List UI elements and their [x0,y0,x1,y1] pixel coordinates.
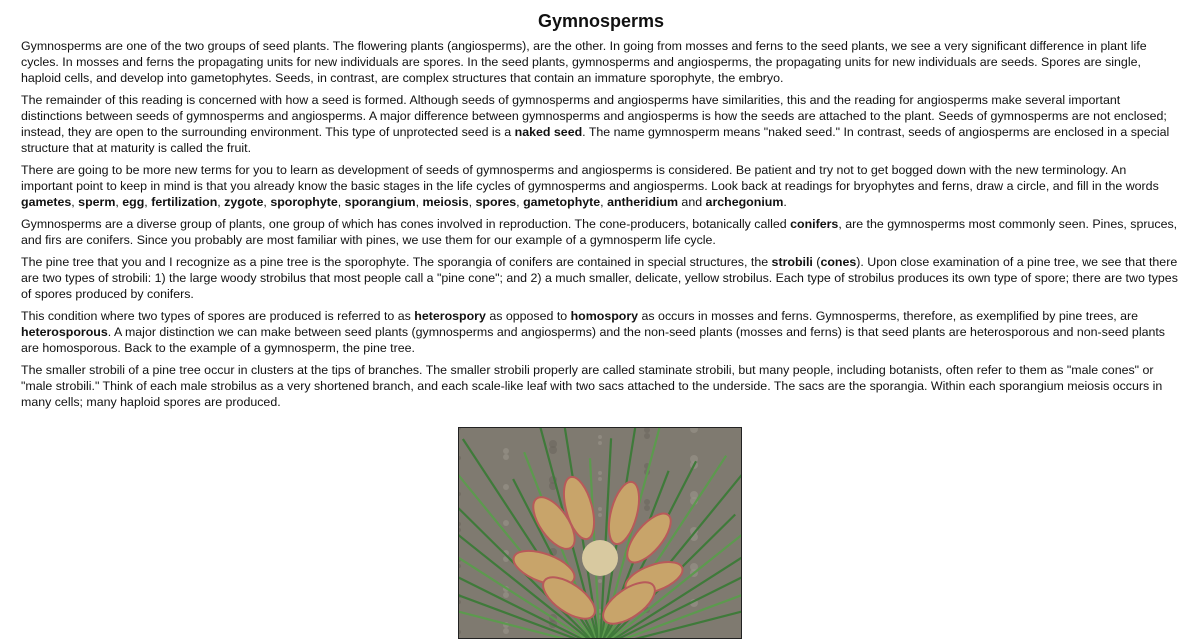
bold-term: zygote [224,195,264,209]
text-run: . The name gymnosperm means "naked seed." In contrast, seeds of angiosperms are enclosed in a special structure that at maturity is called the fruit. [21,125,1170,155]
paragraph-1 [21,38,1181,86]
bold-term: sporangium [344,195,416,209]
bold-term: gametes [21,195,72,209]
text-run: , [415,195,423,209]
rock-speckle [644,505,650,511]
bold-term: spores [475,195,517,209]
text-run: and [677,195,706,209]
rock-speckle [598,579,602,583]
paragraph-3 [21,162,1181,210]
rock-speckle [503,628,509,634]
paragraph-7 [21,362,1181,410]
bold-term: naked seed [514,125,583,139]
bold-term: sporophyte [270,195,338,209]
rock-speckle [644,499,650,505]
text-run: , [71,195,79,209]
text-run: , [337,195,345,209]
text-run: , [468,195,476,209]
rock-speckle [549,440,557,448]
text-run: There are going to be more new terms for you to learn as development of seeds of gymnosperms and angiosperms is considered. Be patient and try not to get bogged down with the new terminology. An important point to keep in mind is that you already know the basic stages in the life cycles of gymnosperms and angiosperms. Look back at readings for bryophytes and ferns, draw a circle, and fill in the words [21,163,1159,193]
text-run: , [144,195,152,209]
text-run: , [600,195,608,209]
text-run: . [783,195,787,209]
bold-term: heterospory [414,309,486,323]
rock-speckle [598,507,602,511]
rock-speckle [690,491,698,499]
text-run: , [516,195,524,209]
bold-term: archegonium [705,195,784,209]
bold-term: cones [820,255,857,269]
bold-term: fertilization [151,195,218,209]
text-run: The remainder of this reading is concerned with how a seed is formed. Although seeds of gymnosperms and angiosperms have similarities, this and the reading for angiosperms make several important distinctions between seeds of gymnosperms and angiosperms. A major difference between gymnosperms and angiosperms is how the seeds are attached to the plant. Seeds of gymnosperms are not enclosed; instead, they are open to the surrounding environment. This type of unprotected seed is a [21,93,1167,139]
text-run: , [263,195,271,209]
paragraph-5 [21,254,1181,302]
rock-speckle [644,433,650,439]
page-title: Gymnosperms [537,11,665,31]
text-run: Gymnosperms are a diverse group of plants, one group of which has cones involved in reproduction. The cone-producers, botanically called [21,217,791,231]
text-run: as occurs in mosses and ferns. Gymnosperms, therefore, as exemplified by pine trees, are [638,309,1139,323]
strobili-center [582,540,618,576]
bold-term: homospory [570,309,639,323]
text-run: The pine tree that you and I recognize as a pine tree is the sporophyte. The sporangia of conifers are contained in special structures, the [21,255,772,269]
text-run: The smaller strobili of a pine tree occur in clusters at the tips of branches. The smaller strobili properly are called staminate strobili, but many people, including botanists, often refer to them as "male cones" or "male strobili." Think of each male strobilus as a very shortened branch, and each scale-like leaf with two sacs attached to the underside. The sacs are the sporangia. Within each sporangium meiosis occurs in many cells; many haploid spores are produced. [21,363,1163,409]
text-run: as opposed to [485,309,571,323]
text-run: ( [812,255,821,269]
pine-strobili-image [458,427,742,639]
rock-speckle [503,592,509,598]
text-run: , are the gymnosperms most commonly seen. Pines, spruces, and firs are conifers. Since you probably are most familiar with pines, we use them for our example of a gymnosperm life cycle. [21,217,1178,247]
paragraph-4 [21,216,1181,248]
text-run: This condition where two types of spores are produced is referred to as [21,309,415,323]
text-run: ). Upon close examination of a pine tree, we see that there are two types of strobili: 1) the large woody strobilus that most people call a "pine cone"; and 2) a much smaller, delicate, yellow strobilus. Each type of strobilus produces its own type of spore; there are two types of spores produced by conifers. [21,255,1178,301]
rock-speckle [503,520,509,526]
article-body [21,38,1181,410]
rock-speckle [503,454,509,460]
bold-term: strobili [771,255,813,269]
bold-term: meiosis [422,195,469,209]
rock-speckle [598,471,602,475]
bold-term: conifers [790,217,839,231]
photo-background [459,428,741,638]
bold-term: sperm [78,195,116,209]
text-run: , [217,195,225,209]
rock-speckle [503,448,509,454]
rock-speckle [598,435,602,439]
rock-speckle [503,484,509,490]
text-run: . A major distinction we can make between seed plants (gymnosperms and angiosperms) and the non-seed plants (mosses and ferns) is that seed plants are heterosporous and non-seed plants are homosporous. Back to the example of a gymnosperm, the pine tree. [21,325,1165,355]
bold-term: antheridium [607,195,678,209]
document-page [21,0,1181,416]
rock-speckle [598,477,602,481]
rock-speckle [598,513,602,517]
paragraph-6 [21,308,1181,356]
pine-strobili-illustration [459,428,741,638]
bold-term: egg [122,195,145,209]
rock-speckle [598,441,602,445]
bold-term: gametophyte [523,195,601,209]
text-run: , [115,195,123,209]
paragraph-2 [21,92,1181,156]
text-run: Gymnosperms are one of the two groups of seed plants. The flowering plants (angiosperms), are the other. In going from mosses and ferns to the seed plants, we see a very significant difference in plant life cycles. In mosses and ferns the propagating units for new individuals are spores. In the seed plants, gymnosperms and angiosperms, the propagating units for new individuals are seeds. Spores are single, haploid cells, and develop into gametophytes. Seeds, in contrast, are complex structures that contain an immature sporophyte, the embryo. [21,39,1147,85]
bold-term: heterosporous [21,325,108,339]
